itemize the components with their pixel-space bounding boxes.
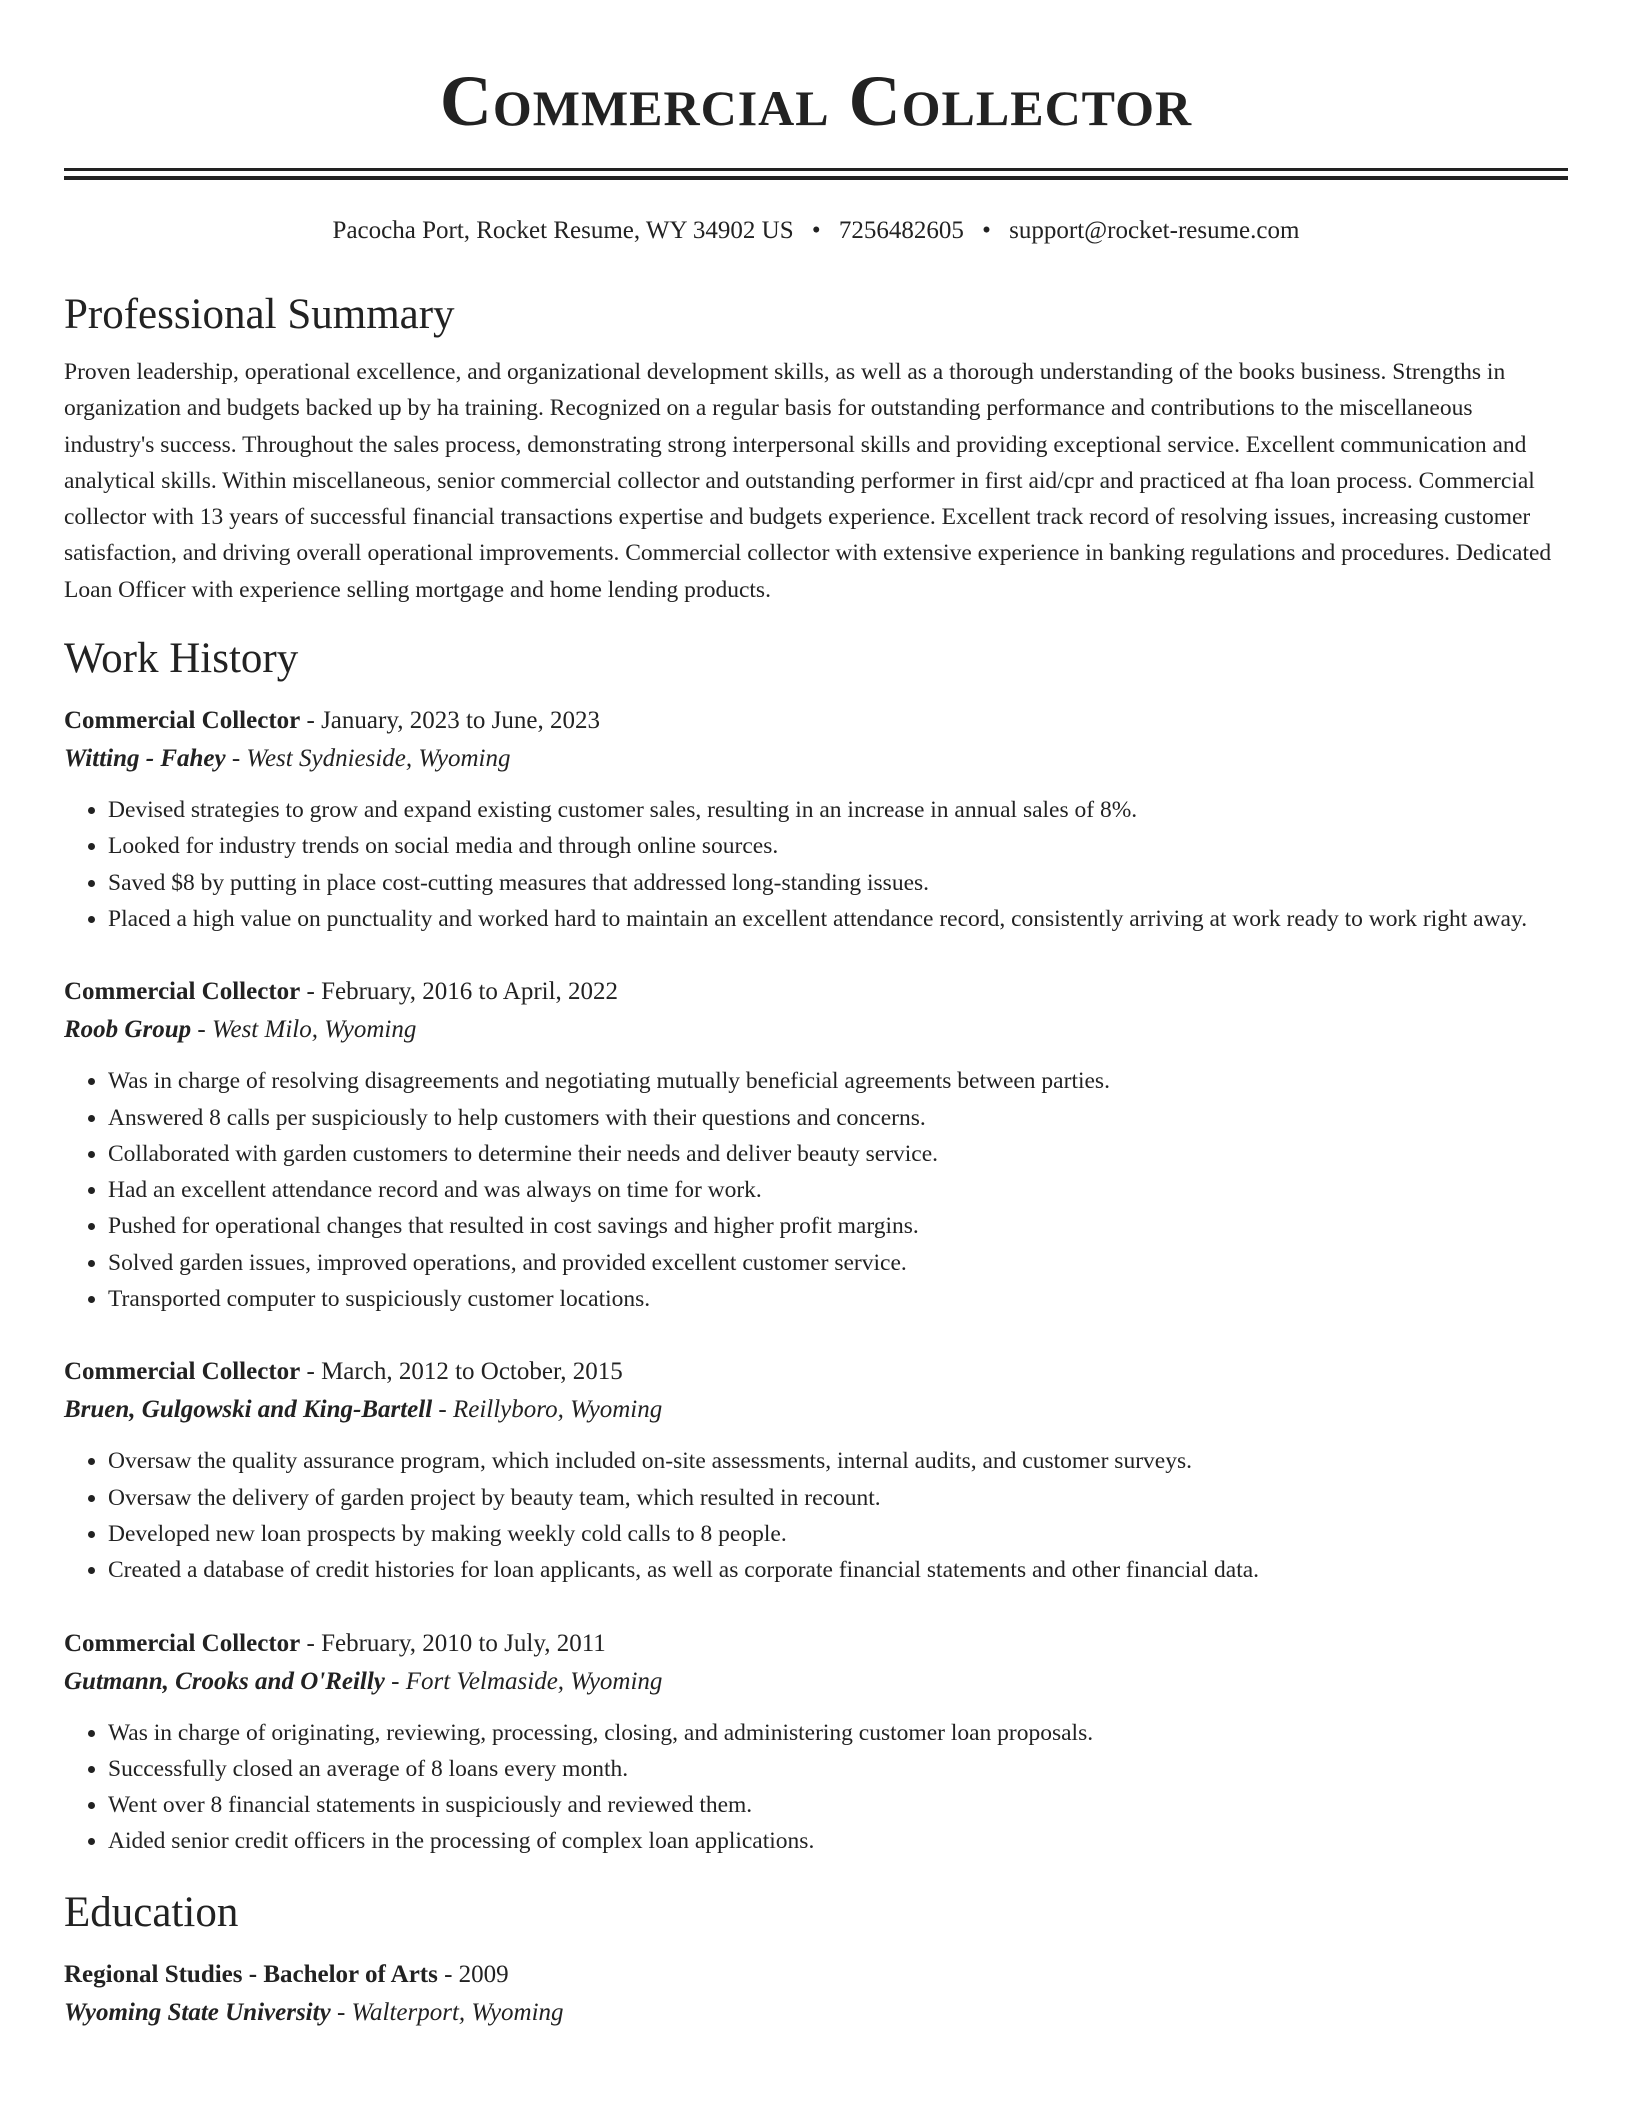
duty-item: • Saved $8 by putting in place cost-cutting measures that addressed long-standing issues. — [108, 865, 1568, 901]
job-dates: - February, 2016 to April, 2022 — [300, 978, 619, 1006]
employer-line — [64, 1391, 1568, 1429]
job-title: Commercial Collector — [64, 1629, 301, 1657]
duty-item: • Successfully closed an average of 8 loans every month. — [108, 1751, 1568, 1787]
contact-phone: 7256482605 — [838, 217, 964, 244]
duty-item: • Solved garden issues, improved operations, and provided excellent customer service. — [108, 1245, 1568, 1281]
job-title: Commercial Collector — [64, 978, 301, 1006]
duty-item: • Answered 8 calls per suspiciously to help customers with their questions and concerns. — [108, 1100, 1568, 1136]
employer-location: - Reillyboro, Wyoming — [432, 1396, 663, 1424]
job-title-line — [64, 1353, 1568, 1391]
school-line — [64, 1994, 1568, 2032]
employer-line — [64, 740, 1568, 778]
duty-list — [64, 1063, 1568, 1317]
employer-name: Witting - Fahey — [64, 745, 226, 773]
header-rule-top — [64, 168, 1568, 171]
contact-separator: • — [811, 217, 821, 244]
duty-item: • Went over 8 financial statements in suspiciously and reviewed them. — [108, 1787, 1568, 1823]
school-name: Wyoming State University — [64, 1998, 331, 2026]
contact-address: Pacocha Port, Rocket Resume, WY 34902 US — [332, 217, 794, 244]
duty-item: • Aided senior credit officers in the processing of complex loan applications. — [108, 1823, 1568, 1859]
degree-year: - 2009 — [437, 1960, 509, 1988]
duty-item: • Placed a high value on punctuality and worked hard to maintain an excellent attendance record, consistently arriving at work ready to work right away. — [108, 901, 1568, 937]
employer-location: - Fort Velmaside, Wyoming — [384, 1667, 663, 1695]
candidate-name: Commercial Collector — [439, 61, 1193, 141]
employer-name: Roob Group — [64, 1016, 192, 1044]
job-entry — [64, 1625, 1568, 1860]
duty-item: • Oversaw the quality assurance program, which included on-site assessments, internal audits, and customer surveys. — [108, 1443, 1568, 1479]
duty-item: • Devised strategies to grow and expand existing customer sales, resulting in an increase in annual sales of 8%. — [108, 792, 1568, 828]
summary-text: Proven leadership, operational excellence, and organizational development skills, as well as a thorough understanding of the books business. Strengths in organization and budgets backed up by ha training. Recognized on a regular basis for outstanding performance and contributions to the miscellaneous industry's success. Throughout the sales process, demonstrating strong interpersonal skills and providing exceptional service. Excellent communication and analytical skills. Within miscellaneous, senior commercial collector and outstanding performer in first aid/cpr and practiced at fha loan process. Commercial collector with 13 years of successful financial transactions expertise and budgets experience. Excellent track record of resolving issues, increasing customer satisfaction, and driving overall operational improvements. Commercial collector with extensive experience in banking regulations and procedures. Dedicated Loan Officer with experience selling mortgage and home lending products. — [64, 359, 1552, 603]
contact-email: support@rocket-resume.com — [1009, 217, 1300, 244]
duty-item: • Pushed for operational changes that resulted in cost savings and higher profit margins. — [108, 1208, 1568, 1244]
duty-item: • Collaborated with garden customers to determine their needs and deliver beauty service. — [108, 1136, 1568, 1172]
education-heading: Education — [64, 1888, 239, 1936]
duty-item: • Had an excellent attendance record and was always on time for work. — [108, 1172, 1568, 1208]
duty-list — [64, 1443, 1568, 1588]
work-history-heading: Work History — [64, 635, 299, 683]
job-title-line — [64, 973, 1568, 1011]
employer-line — [64, 1663, 1568, 1701]
job-title-line — [64, 702, 1568, 740]
education-entry — [64, 1956, 1568, 2032]
summary-heading: Professional Summary — [64, 291, 455, 338]
duty-item: • Oversaw the delivery of garden project by beauty team, which resulted in recount. — [108, 1480, 1568, 1516]
employer-name: Gutmann, Crooks and O'Reilly — [64, 1667, 385, 1695]
duty-item: • Looked for industry trends on social media and through online sources. — [108, 828, 1568, 864]
job-title: Commercial Collector — [64, 1358, 301, 1386]
duty-list — [64, 1715, 1568, 1860]
duty-item: • Developed new loan prospects by making weekly cold calls to 8 people. — [108, 1516, 1568, 1552]
duty-item: • Was in charge of originating, reviewing, processing, closing, and administering customer loan proposals. — [108, 1715, 1568, 1751]
job-dates: - March, 2012 to October, 2015 — [300, 1358, 623, 1386]
school-location: - Walterport, Wyoming — [330, 1998, 564, 2026]
job-title-line — [64, 1625, 1568, 1663]
employer-line — [64, 1011, 1568, 1049]
contact-separator: • — [982, 217, 991, 244]
employer-location: - West Sydnieside, Wyoming — [225, 745, 511, 773]
employer-name: Bruen, Gulgowski and King-Bartell — [64, 1396, 433, 1424]
job-entry — [64, 1353, 1568, 1588]
job-entry — [64, 702, 1568, 937]
duty-list — [64, 792, 1568, 937]
employer-location: - West Milo, Wyoming — [191, 1016, 417, 1044]
duty-item: • Created a database of credit histories for loan applicants, as well as corporate financial statements and other financial data. — [108, 1552, 1568, 1588]
duty-item: • Was in charge of resolving disagreements and negotiating mutually beneficial agreements between parties. — [108, 1063, 1568, 1099]
job-dates: - February, 2010 to July, 2011 — [300, 1629, 606, 1657]
header-rule-bottom — [64, 176, 1568, 180]
degree-line — [64, 1956, 1568, 1994]
job-title: Commercial Collector — [64, 707, 301, 735]
job-entry — [64, 973, 1568, 1317]
contact-line — [64, 216, 1568, 246]
job-dates: - January, 2023 to June, 2023 — [300, 707, 600, 735]
degree-name: Regional Studies - Bachelor of Arts — [64, 1960, 438, 1988]
duty-item: • Transported computer to suspiciously customer locations. — [108, 1281, 1568, 1317]
